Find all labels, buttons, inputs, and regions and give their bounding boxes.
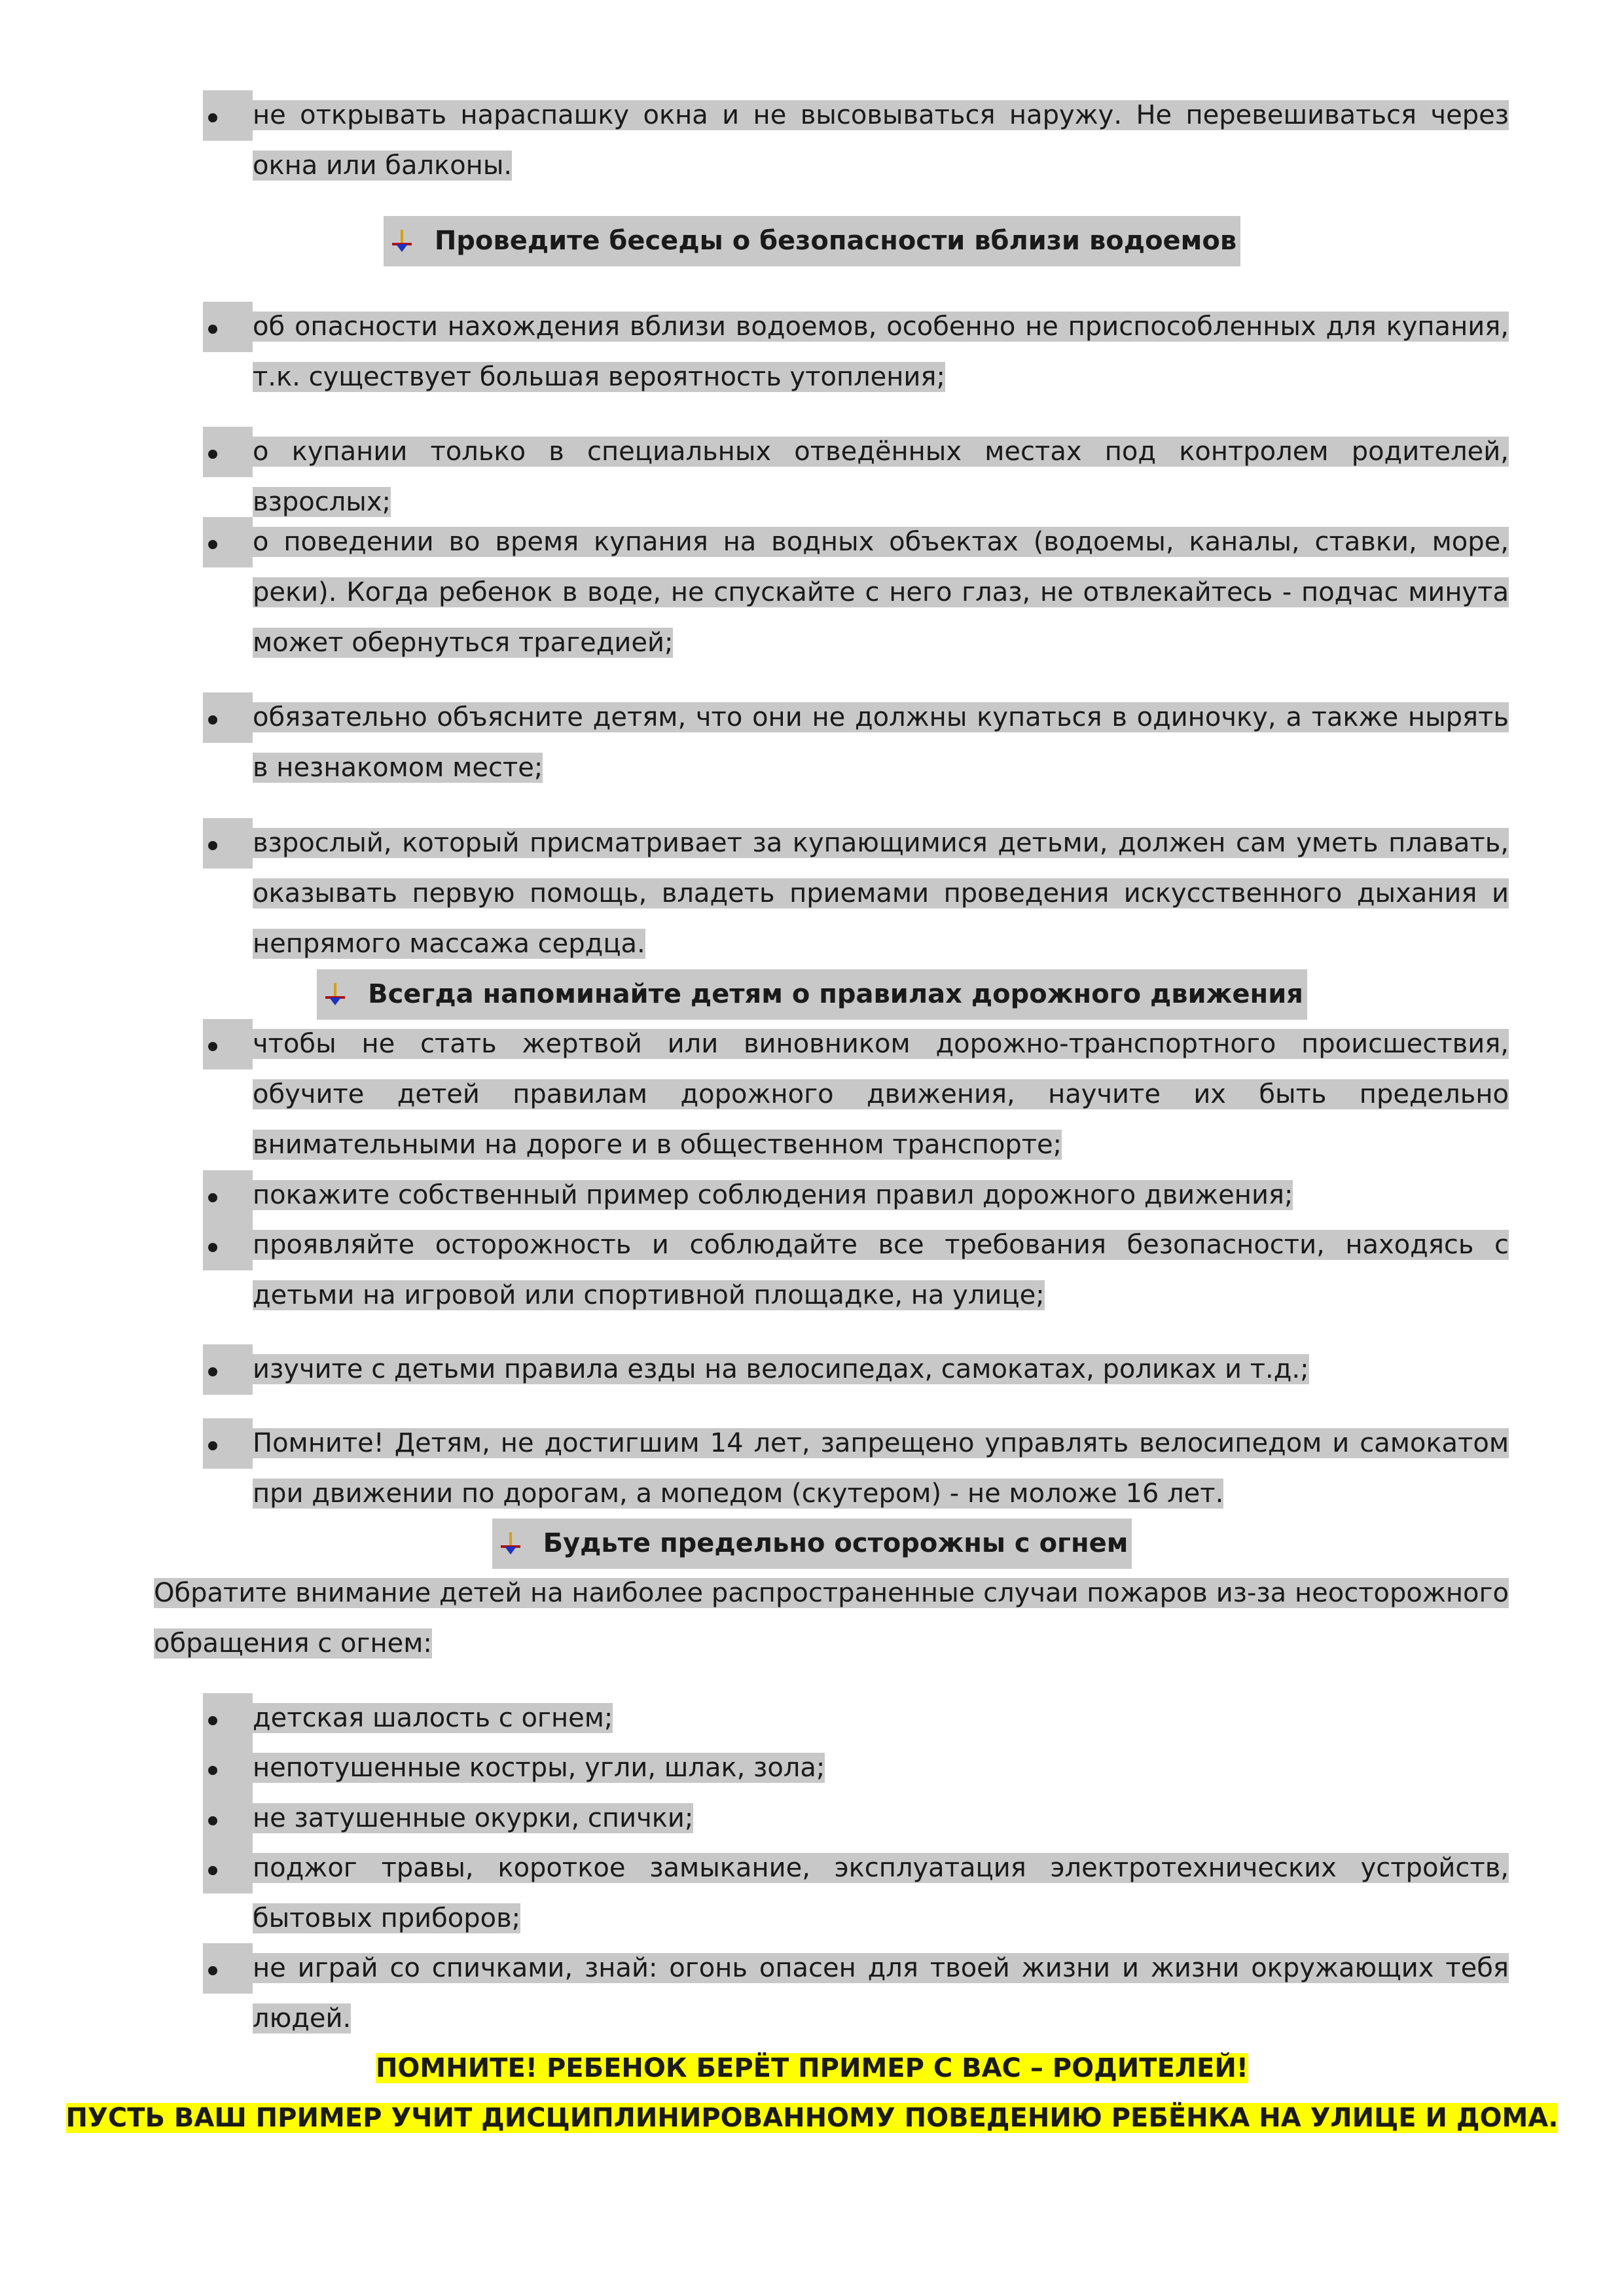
bullet: [203, 1019, 253, 1069]
footer-line-2: [0, 2093, 1624, 2144]
list-item: [203, 517, 1509, 668]
list-item: [203, 427, 1509, 528]
list-item-text: покажите собственный пример соблюдения правил дорожного движения;: [253, 1180, 1293, 1210]
list-item-text: не затушенные окурки, спички;: [253, 1803, 694, 1833]
footer-line-1: [0, 2043, 1624, 2094]
down-arrow-icon: [323, 980, 347, 1011]
bullet: [203, 1743, 253, 1793]
list-item: [203, 1793, 1509, 1844]
list-item-text: Помните! Детям, не достигшим 14 лет, запрещено управлять велосипедом и самокатом при движении по дорогам, а мопедом (скутером) - не моложе 16 лет.: [253, 1428, 1509, 1509]
footer-text: ПУСТЬ ВАШ ПРИМЕР УЧИТ ДИСЦИПЛИНИРОВАННОМУ ПОВЕДЕНИЮ РЕБЁНКА НА УЛИЦЕ И ДОМА.: [65, 2103, 1559, 2133]
list-item: [203, 1220, 1509, 1321]
list-item-text: о поведении во время купания на водных объектах (водоемы, каналы, ставки, море, реки). Когда ребенок в воде, не спускайте с него глаз, не отвлекайтесь - подчас минута может обернуться трагедией;: [253, 527, 1509, 658]
list-item-text: непотушенные костры, угли, шлак, зола;: [253, 1753, 825, 1783]
footer-text: ПОМНИТЕ! РЕБЕНОК БЕРЁТ ПРИМЕР С ВАС – РОДИТЕЛЕЙ!: [375, 2053, 1249, 2083]
list-item: [203, 1344, 1509, 1395]
section-heading-fire: [0, 1518, 1624, 1569]
list-item: [203, 818, 1509, 969]
list-item-text: о купании только в специальных отведённых местах под контролем родителей, взрослых;: [253, 437, 1509, 517]
list-item: [203, 302, 1509, 403]
section-heading-text: Всегда напоминайте детям о правилах дорожного движения: [368, 979, 1303, 1009]
bullet: [203, 1220, 253, 1270]
list-item-text: поджог травы, короткое замыкание, эксплуатация электротехнических устройств, бытовых приборов;: [253, 1853, 1509, 1933]
list-item-text: детская шалость с огнем;: [253, 1703, 613, 1733]
bullet: [203, 1943, 253, 1994]
list-item-text: обязательно объясните детям, что они не должны купаться в одиночку, а также нырять в незнакомом месте;: [253, 702, 1509, 783]
bullet: [203, 1344, 253, 1395]
section-heading-text: Проведите беседы о безопасности вблизи водоемов: [434, 226, 1237, 256]
section-heading-road: [0, 969, 1624, 1020]
list-item-text: чтобы не стать жертвой или виновником дорожно-транспортного происшествия, обучите детей правилам дорожного движения, научите их быть предельно внимательными на дороге и в общественном транспорте;: [253, 1029, 1509, 1160]
bullet: [203, 427, 253, 477]
list-item: [203, 1170, 1509, 1221]
list-item-text: взрослый, который присматривает за купающимися детьми, должен сам уметь плавать, оказывать первую помощь, владеть приемами проведения искусственного дыхания и непрямого массажа сердца.: [253, 828, 1509, 959]
bullet: [203, 1843, 253, 1893]
bullet: [203, 692, 253, 743]
list-item: [203, 1693, 1509, 1744]
section-heading-water: [0, 216, 1624, 266]
section-heading-text: Будьте предельно осторожны с огнем: [543, 1528, 1128, 1558]
bullet: [203, 90, 253, 141]
bullet: [203, 302, 253, 352]
list-item-text: изучите с детьми правила езды на велосипедах, самокатах, роликах и т.д.;: [253, 1354, 1309, 1384]
list-item: [203, 1843, 1509, 1944]
list-item-text: не открывать нараспашку окна и не высовываться наружу. Не перевешиваться через окна или балконы.: [253, 100, 1509, 181]
bullet: [203, 1693, 253, 1744]
list-item: [203, 90, 1509, 191]
down-arrow-icon: [390, 227, 414, 257]
list-item: [203, 1019, 1509, 1170]
bullet: [203, 818, 253, 869]
list-item-text: об опасности нахождения вблизи водоемов, особенно не приспособленных для купания, т.к. существует большая вероятность утопления;: [253, 312, 1509, 392]
bullet: [203, 517, 253, 567]
list-item: [203, 1418, 1509, 1519]
bullet: [203, 1418, 253, 1469]
list-item: [203, 692, 1509, 793]
list-item-text: не играй со спичками, знай: огонь опасен для твоей жизни и жизни окружающих тебя людей.: [253, 1953, 1509, 2034]
paragraph-text: Обратите внимание детей на наиболее распространенные случаи пожаров из-за неосторожного обращения с огнем:: [154, 1578, 1509, 1659]
fire-intro-paragraph: [154, 1568, 1509, 1669]
list-item: [203, 1943, 1509, 2044]
down-arrow-icon: [499, 1530, 522, 1560]
list-item: [203, 1743, 1509, 1793]
bullet: [203, 1793, 253, 1844]
list-item-text: проявляйте осторожность и соблюдайте все требования безопасности, находясь с детьми на игровой или спортивной площадке, на улице;: [253, 1230, 1509, 1310]
bullet: [203, 1170, 253, 1221]
